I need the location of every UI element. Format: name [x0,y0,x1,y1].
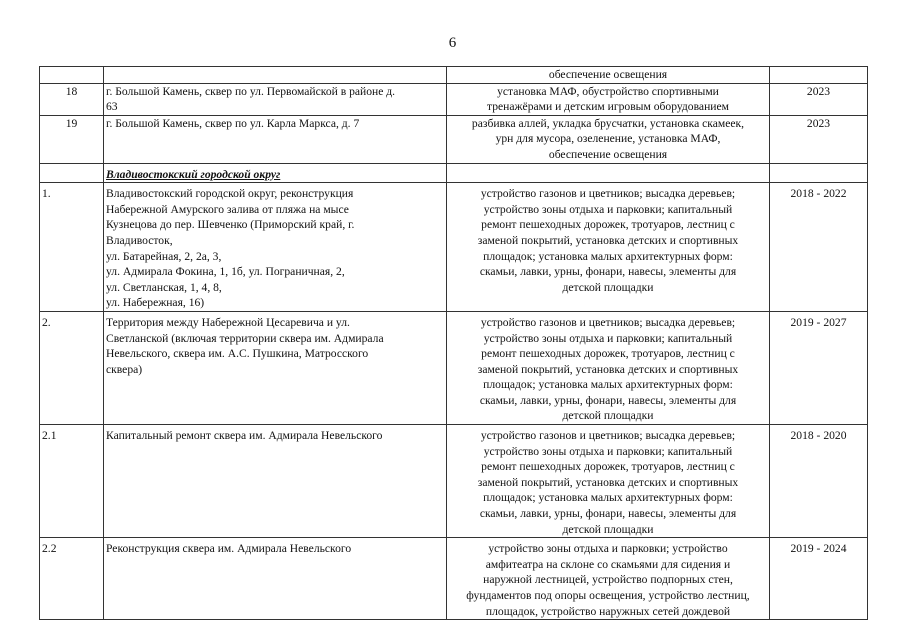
section-cell [104,163,447,183]
text-line: устройство зоны отдыха и парковки; капитальный [483,331,733,345]
table-row [40,183,868,312]
text-line: амфитеатра на склоне со скамьями для сидения и [485,557,731,571]
years-cell [770,67,868,84]
text-line: ремонт пешеходных дорожек, тротуаров, лестниц с [481,347,735,361]
text-line: ул. Батарейная, 2, 2а, 3, [106,249,222,263]
text-line: г. Большой Камень, сквер по ул. Первомайской в районе д. [106,84,396,98]
text-line: площадок; установка малых архитектурных форм: [483,491,733,505]
row-number-cell: 18 [40,83,104,115]
text-line: ремонт пешеходных дорожек, тротуаров, лестниц с [481,460,735,474]
text-line: обеспечение освещения [548,68,668,81]
text-line: ул. Адмирала Фокина, 1, 1б, ул. Пограничная, 2, [106,265,345,279]
works-cell [447,163,770,183]
works-cell [447,538,770,620]
text-line: ул. Набережная, 16) [106,296,205,310]
works-table-body [40,67,868,620]
text-line: установка МАФ, обустройство спортивными [497,84,719,98]
text-line: площадок; установка малых архитектурных форм: [483,249,733,263]
years-cell: 2018 - 2020 [770,425,868,538]
text-line: тренажёрами и детским игровым оборудованием [487,100,729,114]
text-line: Светланской (включая территории сквера им. Адмирала [106,331,384,345]
row-number-cell: 19 [40,115,104,163]
row-number-cell: 2.2 [40,538,104,620]
text-line: площадок, устройство наружных сетей дождевой [485,604,731,618]
row-number-cell: 2. [40,311,104,424]
text-line: 63 [106,100,118,114]
row-number-cell [40,163,104,183]
works-cell [447,67,770,84]
table-row [40,538,868,620]
works-cell [447,115,770,163]
row-number-cell: 2.1 [40,425,104,538]
works-cell [447,311,770,424]
years-cell [770,163,868,183]
text-line: устройство зоны отдыха и парковки; капитальный [483,202,733,216]
works-cell [447,425,770,538]
table-row [40,83,868,115]
text-line: ул. Светланская, 1, 4, 8, [106,280,222,294]
years-cell: 2023 [770,83,868,115]
text-line: скамьи, лавки, урны, фонари, навесы, элементы для [479,393,737,407]
text-line: устройство газонов и цветников; высадка деревьев; [480,315,736,329]
object-cell [104,311,447,424]
text-line: детской площадки [562,522,654,536]
table-row [40,115,868,163]
text-line: Реконструкция сквера им. Адмирала Невельского [106,542,352,556]
works-cell [447,183,770,312]
text-line: заменой покрытий, установка детских и спортивных [477,475,739,489]
text-line: детской площадки [562,409,654,423]
years-cell: 2018 - 2022 [770,183,868,312]
row-number-cell [40,67,104,84]
section-title: Владивостокский городской округ [106,167,281,181]
row-number-cell: 1. [40,183,104,312]
years-cell: 2023 [770,115,868,163]
text-line: ремонт пешеходных дорожек, тротуаров, лестниц с [481,218,735,232]
years-cell: 2019 - 2024 [770,538,868,620]
text-line: Владивосток, [106,233,173,247]
table-row [40,311,868,424]
text-line: обеспечение освещения [548,147,668,161]
section-row [40,163,868,183]
works-table [39,66,868,620]
object-cell [104,83,447,115]
text-line: заменой покрытий, установка детских и спортивных [477,362,739,376]
table-row [40,67,868,84]
text-line: устройство зоны отдыха и парковки; капитальный [483,444,733,458]
text-line: Владивостокский городской округ, реконструкция [106,187,354,201]
text-line: устройство зоны отдыха и парковки; устройство [488,542,728,556]
page-number: 6 [448,35,457,51]
table-row [40,425,868,538]
text-line: разбивка аллей, укладка брусчатки, установка скамеек, [471,116,745,130]
text-line: заменой покрытий, установка детских и спортивных [477,233,739,247]
text-line: устройство газонов и цветников; высадка деревьев; [480,429,736,443]
text-line: фундаментов под опоры освещения, устройство лестниц, [466,589,750,602]
text-line: скамьи, лавки, урны, фонари, навесы, элементы для [479,507,737,521]
text-line: детской площадки [562,280,654,294]
text-line: г. Большой Камень, сквер по ул. Карла Маркса, д. 7 [106,116,360,130]
object-cell [104,67,447,84]
object-cell [104,183,447,312]
object-cell [104,425,447,538]
text-line: Капитальный ремонт сквера им. Адмирала Невельского [106,429,383,443]
text-line: Кузнецова до пер. Шевченко (Приморский край, г. [106,218,355,232]
text-line: устройство газонов и цветников; высадка деревьев; [480,187,736,201]
text-line: Невельского, сквера им. А.С. Пушкина, Матросского [106,347,369,361]
works-cell [447,83,770,115]
years-cell: 2019 - 2027 [770,311,868,424]
object-cell [104,538,447,620]
object-cell [104,115,447,163]
text-line: Территория между Набережной Цесаревича и ул. [106,315,350,329]
text-line: сквера) [106,362,143,376]
text-line: скамьи, лавки, урны, фонари, навесы, элементы для [479,265,737,279]
text-line: наружной лестницей, устройство подпорных стен, [483,573,733,587]
text-line: урн для мусора, озеленение, установка МАФ, [495,132,721,146]
text-line: Набережной Амурского залива от пляжа на мысе [106,202,349,216]
text-line: площадок; установка малых архитектурных форм: [483,378,733,392]
